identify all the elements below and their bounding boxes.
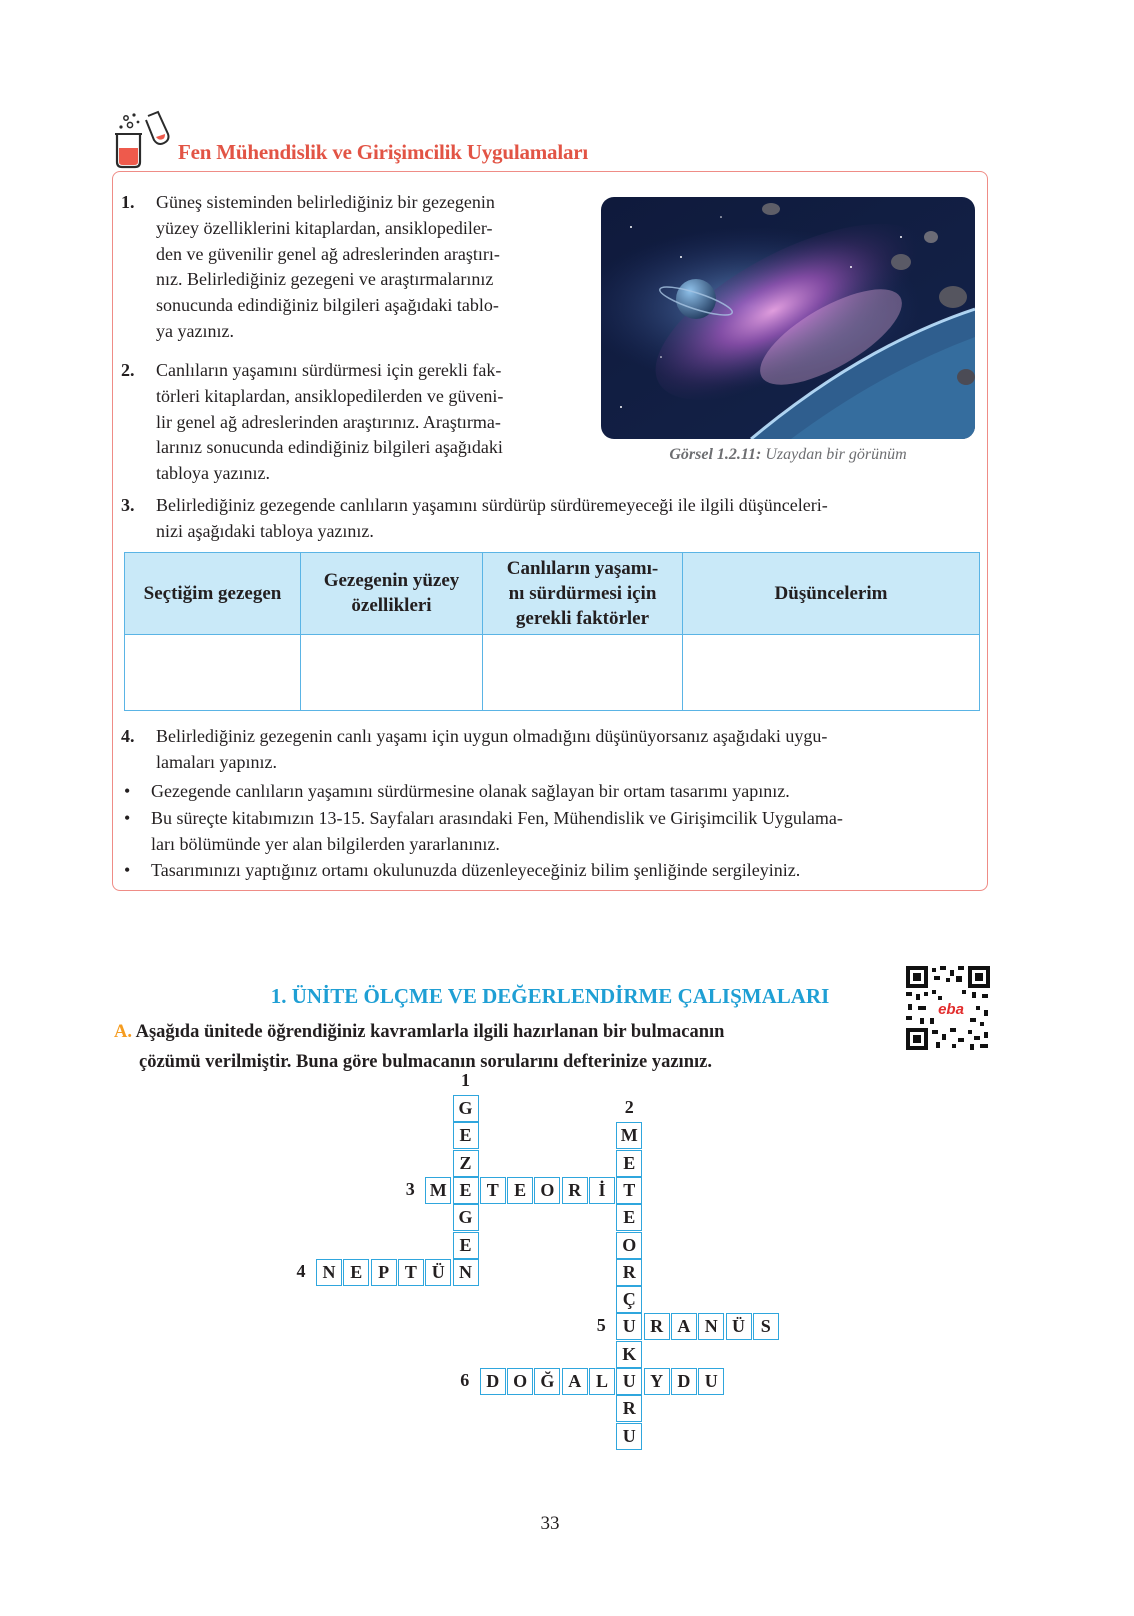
text-line: sonucunda edindiğiniz bilgileri aşağıdaki tablo-: [156, 295, 499, 316]
crossword-cell: D: [671, 1368, 697, 1395]
figure-caption: [601, 446, 975, 464]
bullet-icon: •: [124, 781, 131, 801]
crossword-cell: Z: [453, 1150, 479, 1177]
table-header-cell: Seçtiğim gezegen: [125, 553, 301, 635]
crossword-cell: O: [507, 1368, 533, 1395]
text-line: Gezegende canlıların yaşamını sürdürmesine olanak sağlayan bir ortam tasarımı yapınız.: [151, 781, 790, 801]
crossword-cell: P: [371, 1259, 397, 1286]
crossword-cell: U: [616, 1368, 642, 1395]
text-line: Canlıların yaşamını sürdürmesi için gerekli fak-: [156, 360, 502, 380]
item-3: [121, 493, 978, 545]
crossword-cell: D: [480, 1368, 506, 1395]
item-number: 2.: [121, 360, 135, 380]
crossword-cell: İ: [589, 1177, 615, 1204]
crossword-cell: Ü: [425, 1259, 451, 1286]
table-header-cell: Gezegenin yüzey özellikleri: [301, 553, 483, 635]
text-line: Belirlediğiniz gezegenin canlı yaşamı için uygun olmadığını düşünüyorsanız aşağıdaki uygu-: [156, 726, 828, 746]
text-line: çözümü verilmiştir. Buna göre bulmacanın sorularını defterinize yazınız.: [139, 1052, 712, 1072]
table-cell[interactable]: [683, 634, 980, 710]
text-line: larınız sonucunda edindiğiniz bilgileri aşağıdaki: [156, 437, 503, 458]
crossword-cell: Y: [644, 1368, 670, 1395]
crossword-number: 1: [461, 1070, 470, 1090]
crossword-number: 6: [460, 1370, 470, 1390]
text-line: tabloya yazınız.: [156, 463, 270, 484]
page-number: 33: [540, 1513, 560, 1534]
table-header-cell: Düşüncelerim: [683, 553, 980, 635]
crossword-cell: U: [616, 1423, 642, 1450]
crossword-cell: R: [616, 1259, 642, 1286]
crossword-cell: Ç: [616, 1286, 642, 1313]
text-line: nız. Belirlediğiniz gezegeni ve araştırmalarınız: [156, 269, 494, 290]
section-a: [114, 1017, 874, 1077]
crossword-cell: R: [644, 1313, 670, 1340]
text-line: törleri kitaplardan, ansiklopedilerden ve güveni-: [156, 385, 504, 406]
crossword-cell: N: [316, 1259, 342, 1286]
crossword-cell: T: [480, 1177, 506, 1204]
crossword-cell: N: [453, 1259, 479, 1286]
item-4: [121, 724, 978, 776]
crossword-cell: G: [453, 1095, 479, 1122]
crossword-cell: E: [343, 1259, 369, 1286]
table-header-cell: Canlıların yaşamı- nı sürdürmesi için gerekli faktörler: [483, 553, 683, 635]
crossword-cell: M: [616, 1122, 642, 1149]
figure-label: Görsel 1.2.11:: [669, 446, 762, 463]
research-table: [124, 552, 980, 711]
crossword-cell: M: [425, 1177, 451, 1204]
text-line: Belirlediğiniz gezegende canlıların yaşamını sürdürüp sürdüremeyeceği ile ilgili düşünceleri-: [156, 495, 828, 515]
crossword-cell: Ü: [726, 1313, 752, 1340]
bullet-icon: •: [124, 860, 131, 880]
text-line: Aşağıda ünitede öğrendiğiniz kavramlarla ilgili hazırlanan bir bulmacanın: [135, 1022, 725, 1042]
crossword-cell: E: [616, 1204, 642, 1231]
space-view-image: [601, 197, 975, 439]
text-line: Güneş sisteminden belirlediğiniz bir gezegenin: [156, 192, 495, 212]
crossword-cell: G: [453, 1204, 479, 1231]
text-line: nizi aşağıdaki tabloya yazınız.: [156, 520, 374, 541]
crossword-cell: T: [616, 1177, 642, 1204]
qr-badge: eba: [938, 1001, 964, 1018]
text-line: yüzey özelliklerini kitaplardan, ansiklopediler-: [156, 217, 493, 238]
crossword-cell: U: [698, 1368, 724, 1395]
crossword-cell: S: [753, 1313, 779, 1340]
crossword-number: 3: [405, 1178, 415, 1199]
crossword-cell: E: [453, 1122, 479, 1149]
bullet-item: [124, 806, 977, 858]
item-number: 4.: [121, 726, 135, 746]
crossword-cell: K: [616, 1341, 642, 1368]
chemistry-flask-icon: [112, 110, 174, 170]
section-a-label: A.: [114, 1022, 132, 1042]
crossword-cell: T: [398, 1259, 424, 1286]
crossword-number: 4: [296, 1260, 306, 1281]
crossword-cell: L: [589, 1368, 615, 1395]
table-cell[interactable]: [483, 634, 683, 710]
item-1: [121, 190, 576, 345]
crossword-cell: E: [453, 1177, 479, 1204]
text-line: lir genel ağ adreslerinden araştırınız. Araştırma-: [156, 411, 501, 432]
table-row: [125, 634, 980, 710]
item-2: [121, 358, 576, 487]
bullet-icon: •: [124, 808, 131, 828]
bullet-item: [124, 858, 977, 884]
table-cell[interactable]: [125, 634, 301, 710]
bullet-item: [124, 779, 977, 805]
crossword-cell: E: [453, 1232, 479, 1259]
crossword-cell: A: [671, 1313, 697, 1340]
crossword-number: 5: [596, 1315, 606, 1336]
text-line: Tasarımınızı yaptığınız ortamı okulunuzda düzenleyeceğiniz bilim şenliğinde sergileyiniz.: [151, 860, 801, 880]
text-line: Bu süreçte kitabımızın 13-15. Sayfaları arasındaki Fen, Mühendislik ve Girişimcilik Uygulama-: [151, 808, 843, 828]
item-number: 1.: [121, 192, 135, 212]
text-line: lamaları yapınız.: [156, 751, 277, 772]
text-line: ya yazınız.: [156, 320, 234, 341]
unit-assessment-title: 1. ÜNİTE ÖLÇME VE DEĞERLENDİRME ÇALIŞMALARI: [270, 984, 830, 1008]
crossword-cell: N: [698, 1313, 724, 1340]
table-header-row: [125, 553, 980, 635]
crossword-cell: R: [562, 1177, 588, 1204]
figure-caption-text: Uzaydan bir görünüm: [765, 446, 907, 463]
crossword-cell: O: [616, 1232, 642, 1259]
crossword-cell: E: [616, 1150, 642, 1177]
text-line: ları bölümünde yer alan bilgilerden yararlanınız.: [151, 833, 500, 854]
crossword-cell: E: [507, 1177, 533, 1204]
crossword-cell: U: [616, 1313, 642, 1340]
crossword-cell: Ğ: [534, 1368, 560, 1395]
table-cell[interactable]: [301, 634, 483, 710]
qr-code-icon[interactable]: [906, 966, 990, 1050]
crossword-cell: A: [562, 1368, 588, 1395]
crossword-number: 2: [624, 1097, 634, 1118]
crossword-cell: R: [616, 1395, 642, 1422]
crossword-cell: O: [534, 1177, 560, 1204]
item-number: 3.: [121, 495, 135, 515]
text-line: den ve güvenilir genel ağ adreslerinden araştırı-: [156, 243, 500, 264]
section-title: Fen Mühendislik ve Girişimcilik Uygulamaları: [178, 140, 589, 164]
